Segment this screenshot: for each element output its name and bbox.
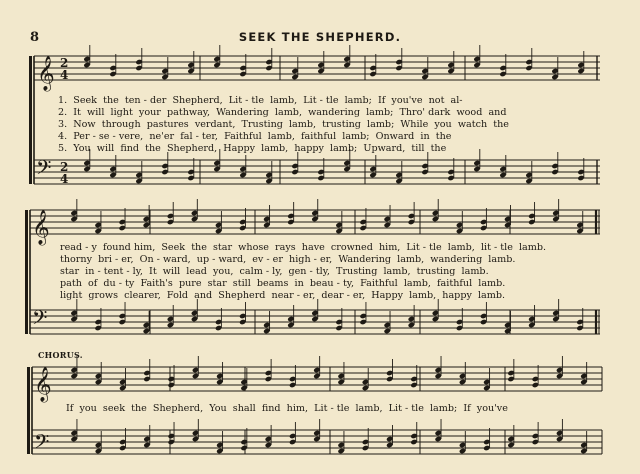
treble-clef-icon: 𝄞	[37, 56, 55, 91]
verse-2-line-b: thorny bri - er, On - ward, up - ward, ev - er high - er, Wandering lamb, wandering lamb.	[60, 254, 516, 265]
hymn-title: SEEK THE SHEPHERD.	[238, 30, 402, 44]
bass-clef-icon: 𝄢	[32, 306, 48, 334]
bass-clef-icon: 𝄢	[34, 430, 50, 458]
time-signature-bottom: 4	[60, 68, 69, 82]
page-number: 8	[30, 30, 40, 45]
treble-clef-icon: 𝄞	[32, 210, 50, 245]
chorus-label: CHORUS.	[38, 350, 83, 360]
verse-2-line-a: 2. It will light your pathway, Wandering lamb, wandering lamb; Thro' dark wood and	[58, 107, 507, 118]
time-signature-bottom: 4	[60, 172, 69, 186]
treble-clef-icon: 𝄞	[34, 367, 52, 402]
system-brace-3	[27, 367, 30, 454]
verse-3-line-b: star in - tent - ly, It will lead you, calm - ly, gen - tly, Trusting lamb, trusting lamb.	[60, 266, 489, 277]
system-brace-2	[25, 210, 28, 334]
system-brace-1	[29, 56, 32, 184]
verse-5-line-b: light grows clearer, Fold and Shepherd near - er, dear - er, Happy lamb, happy lamb.	[60, 290, 506, 301]
chorus-lyrics: If you seek the Shepherd, You shall find him, Lit - tle lamb, Lit - tle lamb; If you've	[66, 403, 508, 414]
verse-1-line-b: read - y found him, Seek the star whose rays have crowned him, Lit - tle lamb, lit - tle lamb.	[60, 242, 547, 253]
verse-1-line-a: 1. Seek the ten - der Shepherd, Lit - tle lamb, Lit - tle lamb; If you've not al-	[58, 95, 463, 106]
verse-4-line-a: 4. Per - se - vere, ne'er fal - ter, Faithful lamb, faithful lamb; Onward in the	[58, 131, 452, 142]
verse-5-line-a: 5. You will find the Shepherd, Happy lamb, happy lamb; Upward, till the	[58, 143, 447, 154]
time-signature-top: 2	[60, 160, 69, 174]
verse-4-line-b: path of du - ty Faith's pure star still beams in beau - ty, Faithful lamb, faithful lamb.	[60, 278, 506, 289]
time-signature-top: 2	[60, 56, 69, 70]
bass-clef-icon: 𝄢	[36, 156, 52, 184]
verse-3-line-a: 3. Now through pastures verdant, Trusting lamb, trusting lamb; While you watch the	[58, 119, 509, 130]
